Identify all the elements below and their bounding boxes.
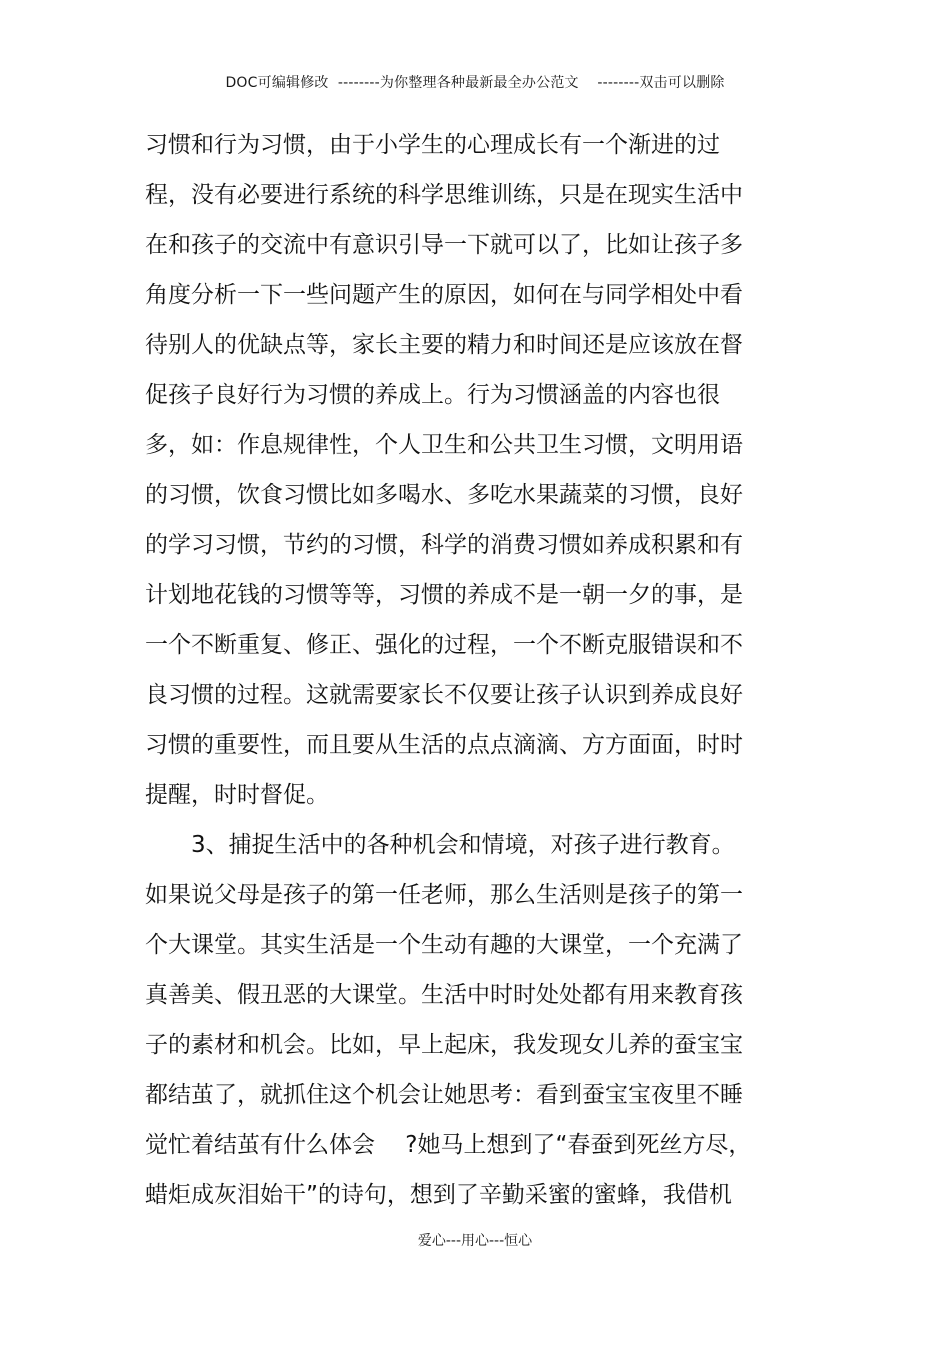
- text-line: 子的素材和机会。比如，早上起床，我发现女儿养的蚕宝宝: [145, 1032, 743, 1058]
- text-line: 待别人的优缺点等，家长主要的精力和时间还是应该放在督: [145, 332, 743, 358]
- page-footer: 爱心---用心---恒心: [417, 1233, 533, 1249]
- text-line: 计划地花钱的习惯等等，习惯的养成不是一朝一夕的事，是: [145, 582, 743, 608]
- text-line: 角度分析一下一些问题产生的原因，如何在与同学相处中看: [145, 282, 743, 308]
- text-line: 程，没有必要进行系统的科学思维训练，只是在现实生活中: [145, 182, 743, 208]
- text-line: 真善美、假丑恶的大课堂。生活中时时处处都有用来教育孩: [145, 982, 743, 1008]
- text-line: 的习惯，饮食习惯比如多喝水、多吃水果蔬菜的习惯，良好: [145, 482, 743, 508]
- text-line: 蜡炬成灰泪始干”的诗句，想到了辛勤采蜜的蜜蜂，我借机: [145, 1182, 732, 1208]
- section-heading-line: 3、捕捉生活中的各种机会和情境，对孩子进行教育。: [145, 832, 735, 858]
- text-line: 一个不断重复、修正、强化的过程，一个不断克服错误和不: [145, 632, 743, 658]
- text-line: 如果说父母是孩子的第一任老师，那么生活则是孩子的第一: [145, 882, 743, 908]
- text-line: 促孩子良好行为习惯的养成上。行为习惯涵盖的内容也很: [145, 382, 720, 408]
- text-line: 习惯和行为习惯，由于小学生的心理成长有一个渐进的过: [145, 132, 720, 158]
- document-body: [145, 120, 755, 1220]
- text-line: 在和孩子的交流中有意识引导一下就可以了，比如让孩子多: [145, 232, 743, 258]
- text-line: 个大课堂。其实生活是一个生动有趣的大课堂，一个充满了: [145, 932, 743, 958]
- text-line: 都结茧了，就抓住这个机会让她思考：看到蚕宝宝夜里不睡: [145, 1082, 743, 1108]
- text-line: 觉忙着结茧有什么体会 ?她马上想到了“春蚕到死丝方尽，: [145, 1132, 752, 1158]
- page-header: DOC可编辑修改 --------为你整理各种最新最全办公范文 --------双击可以删除: [225, 75, 725, 91]
- text-line: 的学习习惯，节约的习惯，科学的消费习惯如养成积累和有: [145, 532, 743, 558]
- text-line: 良习惯的过程。这就需要家长不仅要让孩子认识到养成良好: [145, 682, 743, 708]
- text-line: 习惯的重要性，而且要从生活的点点滴滴、方方面面，时时: [145, 732, 743, 758]
- text-line: 多，如：作息规律性，个人卫生和公共卫生习惯，文明用语: [145, 432, 743, 458]
- text-line: 提醒，时时督促。: [145, 782, 329, 808]
